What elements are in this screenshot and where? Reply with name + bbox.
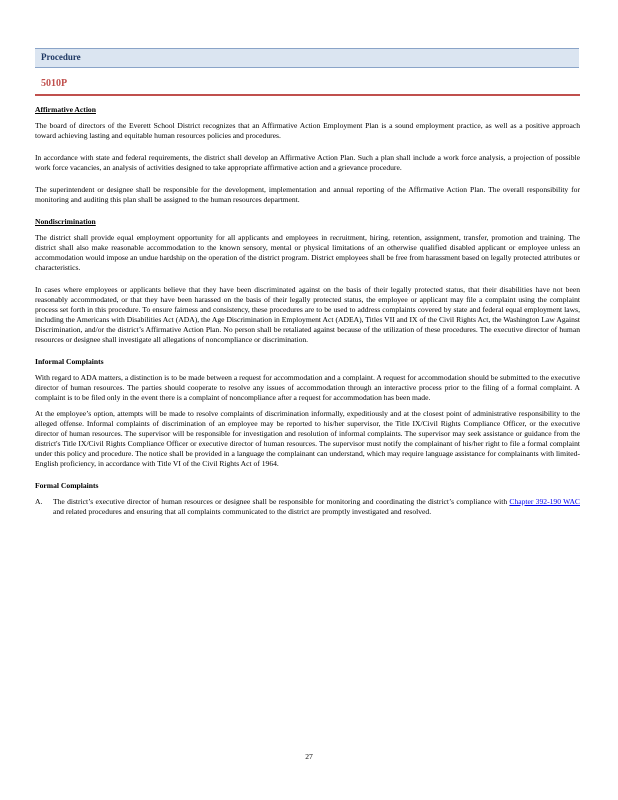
section-heading-nondiscrimination: Nondiscrimination xyxy=(35,217,96,226)
list-item xyxy=(35,497,580,517)
paragraph: The board of directors of the Everett School District recognizes that an Affirmative Action Employment Plan is a sound employment practice, as well as a positive approach toward achieving lasting and equitable human resources policies and procedures. xyxy=(35,121,580,140)
section-affirmative-action xyxy=(35,105,580,205)
paragraph: In cases where employees or applicants believe that they have been discriminated against on the basis of their legally protected status, that their disabilities have not been reasonably accommodated, or that they have been harassed on the basis of their legally protected status, the employee or applicant may file a complaint using the complaint process set forth in this procedure. To ensure fairness and consistency, these procedures are to be used to address complaints covered by state and federal equal employment laws, including the Americans with Disabilities Act (ADA), the Age Discrimination in Employment Act (ADEA), Titles VII and IX of the Civil Rights Act, the Washington Law Against Discrimination, and/or the district’s Affirmative Action Plan. No person shall be retaliated against because of the utilization of these procedures. The executive director of human resources or designee shall investigate all allegations of noncompliance or discrimination. xyxy=(35,285,580,344)
page-number: 27 xyxy=(305,752,313,761)
section-nondiscrimination xyxy=(35,217,580,345)
wac-chapter-link[interactable]: Chapter 392-190 WAC xyxy=(509,497,580,506)
procedure-header-band xyxy=(35,48,579,68)
list-item-text-start: The district’s executive director of human resources or designee shall be responsible for monitoring and coordinating the district’s compliance with xyxy=(53,497,508,506)
paragraph: The district shall provide equal employment opportunity for all applicants and employees in recruitment, hiring, retention, assignment, transfer, promotion and training. The district shall also make reasonable accommodation to the known sensory, mental or physical limitations of an otherwise qualified disabled applicant or employee unless an accommodation would impose an undue hardship on the operation of the district program. District employees shall be free from harassment based on legally protected attributes or characteristics. xyxy=(35,233,580,272)
section-heading-affirmative-action: Affirmative Action xyxy=(35,105,96,114)
paragraph: With regard to ADA matters, a distinction is to be made between a request for accommodation and a complaint. A request for accommodation should be submitted to the executive director of human resources. The parties should cooperate to resolve any issues of accommodation through an interactive process prior to the filing of a formal complaint. A complaint is to be filed only in the event there is a complaint of noncompliance after a request for accommodation has been made. xyxy=(35,373,580,402)
paragraph: At the employee’s option, attempts will be made to resolve complaints of discrimination informally, expeditiously and at the closest point of administrative responsibility to the alleged offense. Informal complaints of discrimination of an employee may be reported to his/her supervisor, the Title IX/Civil Rights Compliance Officer, or the executive director of human resources. The supervisor will be responsible for investigation and resolution of informal complaints. The supervisor may seek assistance or guidance from the district's Title IX/Civil Rights Compliance Officer or executive director of human resources. The supervisor must notify the complainant of his/her right to file a formal complaint under this policy and procedure. The notice shall be provided in a language the complainant can understand, which may require language assistance for complainants with limited-English proficiency, in accordance with Title VI of the Civil Rights Act of 1964. xyxy=(35,409,580,468)
procedure-label: Procedure xyxy=(41,52,81,62)
policy-divider xyxy=(35,94,580,96)
list-item-text-end: and related procedures and ensuring that all complaints communicated to the district are promptly investigated and resolved. xyxy=(53,507,432,516)
section-informal-complaints xyxy=(35,357,580,469)
section-heading-formal-complaints: Formal Complaints xyxy=(35,481,99,490)
paragraph: In accordance with state and federal requirements, the district shall develop an Affirmative Action Plan. Such a plan shall include a work force analysis, a projection of possible work force vacancies, an analysis of activities designed to take appropriate affirmative action and a grievance procedure. xyxy=(35,153,580,172)
section-heading-informal-complaints: Informal Complaints xyxy=(35,357,104,366)
list-marker: A. xyxy=(35,497,43,506)
paragraph: The superintendent or designee shall be responsible for the development, implementation and annual reporting of the Affirmative Action Plan. The overall responsibility for monitoring and auditing this plan shall be assigned to the human resources department. xyxy=(35,185,580,204)
document-body xyxy=(35,105,580,517)
section-formal-complaints xyxy=(35,481,580,517)
policy-number: 5010P xyxy=(41,78,68,89)
